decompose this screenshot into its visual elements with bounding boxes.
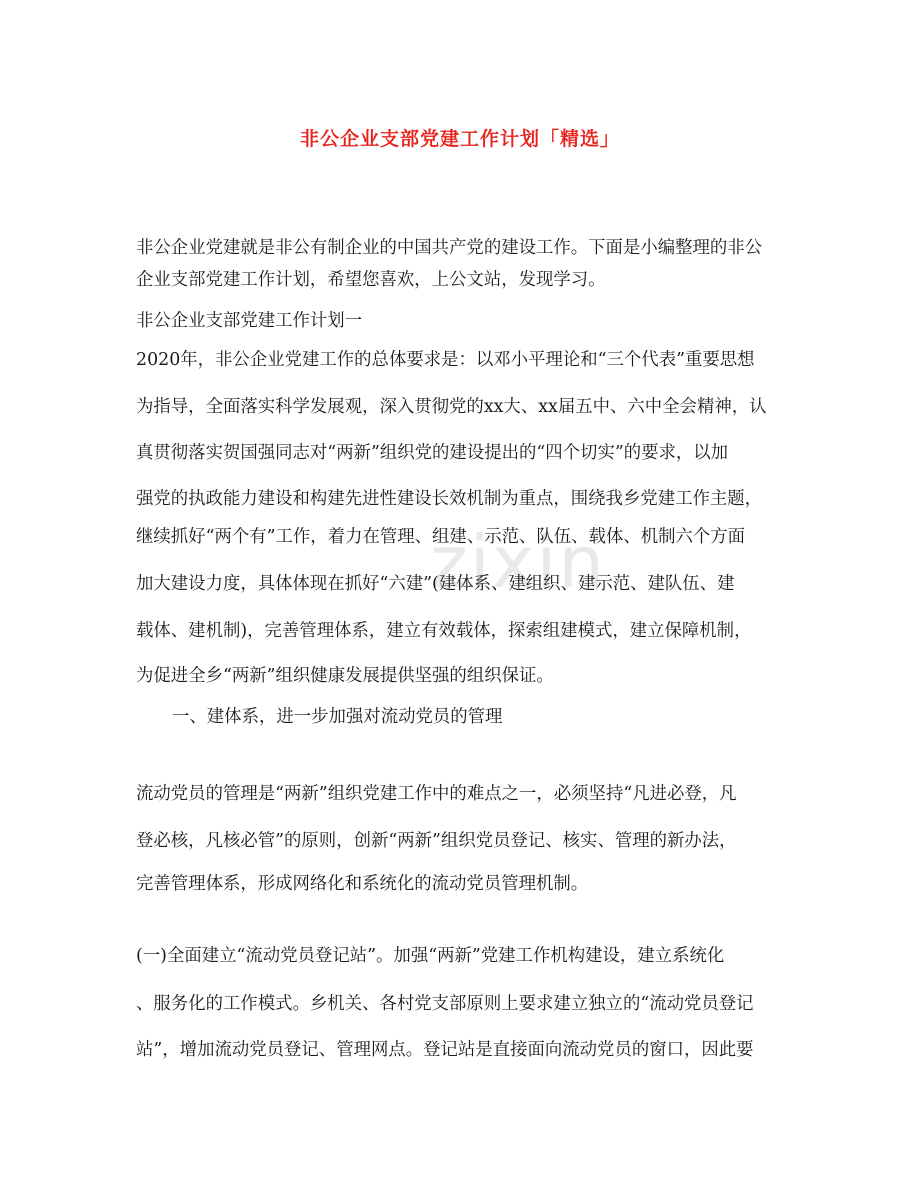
paragraph-line: 继续抓好“两个有”工作，着力在管理、组建、示范、队伍、载体、机制六个方面 (136, 527, 746, 547)
paragraph-line: 强党的执政能力建设和构建先进性建设长效机制为重点，围绕我乡党建工作主题， (136, 489, 763, 509)
paragraph-line: 为指导，全面落实科学发展观，深入贯彻党的xx大、xx届五中、六中全会精神，认 (136, 397, 767, 417)
paragraph-line: 2020年，非公企业党建工作的总体要求是：以邓小平理论和“三个代表”重要思想 (136, 350, 755, 370)
section-heading: 一、建体系，进一步加强对流动党员的管理 (172, 707, 503, 727)
section-heading: 非公企业支部党建工作计划一 (136, 311, 363, 331)
paragraph-line: 为促进全乡“两新”组织健康发展提供坚强的组织保证。 (136, 666, 554, 686)
paragraph-line: 登必核，凡核必管”的原则，创新“两新”组织党员登记、核实、管理的新办法， (136, 831, 737, 851)
paragraph-line: 、服务化的工作模式。乡机关、各村党支部原则上要求建立独立的“流动党员登记 (136, 994, 754, 1014)
paragraph-line: 非公企业党建就是非公有制企业的中国共产党的建设工作。下面是小编整理的非公 (136, 238, 763, 258)
document-title: 非公企业支部党建工作计划「精选」 (299, 128, 620, 150)
paragraph-line: 流动党员的管理是“两新”组织党建工作中的难点之一，必须坚持“凡进必登，凡 (136, 784, 737, 804)
paragraph-line: 站”，增加流动党员登记、管理网点。登记站是直接面向流动党员的窗口，因此要 (136, 1040, 754, 1060)
paragraph-line: 加大建设力度，具体体现在抓好“六建”(建体系、建组织、建示范、建队伍、建 (136, 574, 735, 594)
paragraph-line: 载体、建机制)，完善管理体系，建立有效载体，探索组建模式，建立保障机制， (136, 621, 752, 641)
paragraph-line: 完善管理体系，形成网络化和系统化的流动党员管理机制。 (136, 874, 589, 894)
paragraph-line: (一)全面建立“流动党员登记站”。加强“两新”党建工作机构建设，建立系统化 (136, 946, 725, 966)
paragraph-line: 企业支部党建工作计划，希望您喜欢，上公文站，发现学习。 (136, 270, 606, 290)
paragraph-line: 真贯彻落实贺国强同志对“两新”组织党的建设提出的“四个切实”的要求，以加 (136, 443, 729, 463)
watermark: zixin (430, 520, 607, 604)
